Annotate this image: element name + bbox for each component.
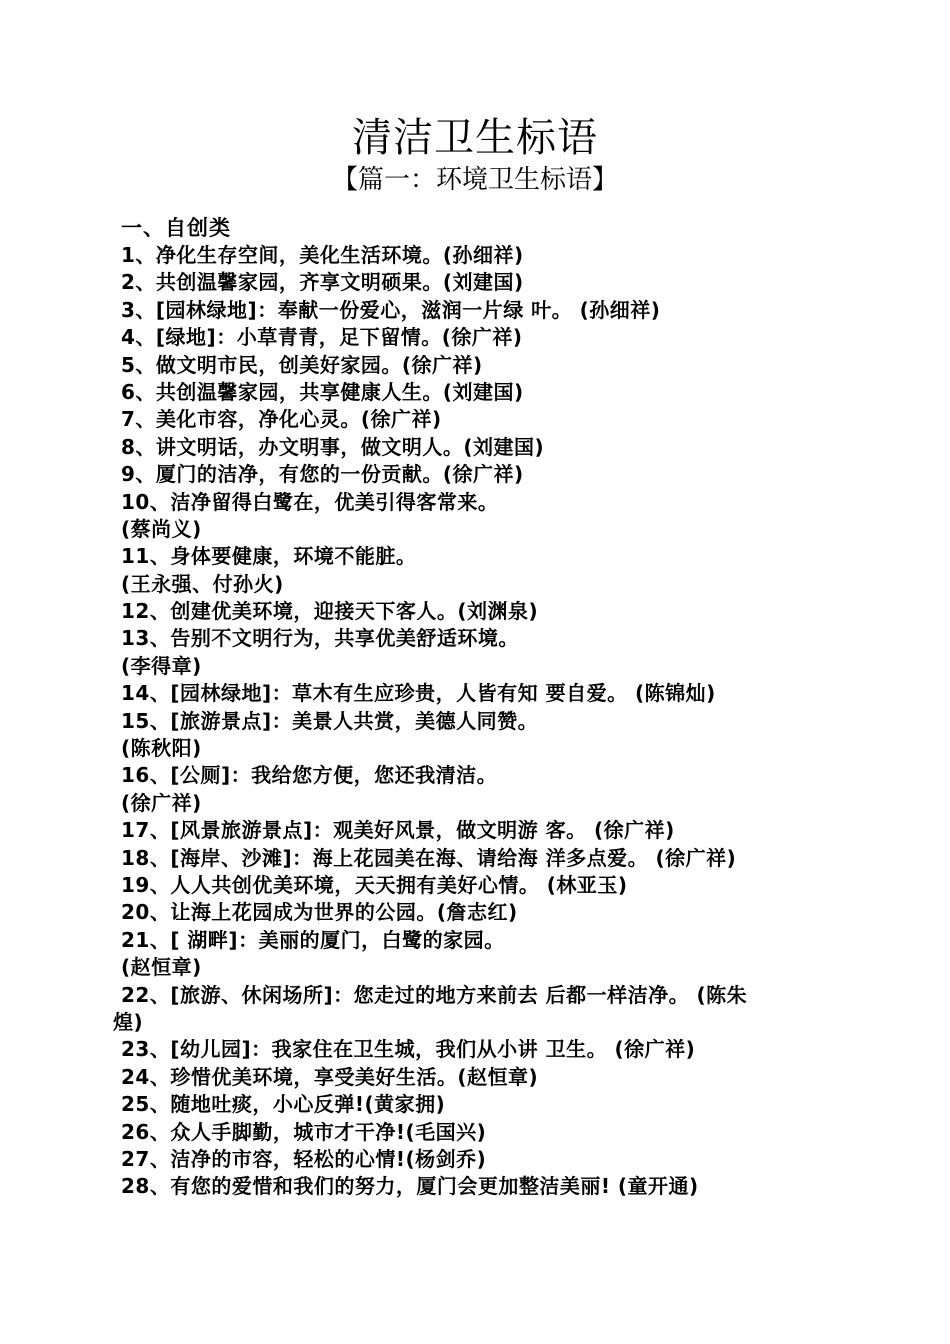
slogan-line: 25、随地吐痰，小心反弹!(黄家拥) — [121, 1092, 446, 1117]
document-title: 清洁卫生标语 — [352, 115, 598, 161]
slogan-list — [113, 242, 841, 1201]
section-heading: 一、自创类 — [121, 216, 231, 240]
slogan-line: 9、厦门的洁净，有您的一份贡献。(徐广祥) — [121, 462, 524, 487]
slogan-attribution-line: 煌) — [113, 1009, 144, 1034]
slogan-line: 21、[ 湖畔]：美丽的厦门，白鹭的家园。 — [121, 927, 505, 952]
slogan-line: 11、身体要健康，环境不能脏。 — [121, 544, 417, 569]
slogan-attribution-line: (徐广祥) — [121, 790, 202, 815]
slogan-line: 8、讲文明话，办文明事，做文明人。(刘建国) — [121, 434, 545, 459]
slogan-line: 16、[公厕]：我给您方便，您还我清洁。 — [121, 763, 498, 788]
slogan-line: 24、珍惜优美环境，享受美好生活。(赵恒章) — [121, 1064, 539, 1089]
slogan-line: 4、[绿地]：小草青青，足下留情。(徐广祥) — [121, 325, 523, 350]
slogan-attribution-line: (赵恒章) — [121, 955, 202, 980]
slogan-line: 6、共创温馨家园，共享健康人生。(刘建国) — [121, 379, 524, 404]
slogan-line: 19、人人共创优美环境，天天拥有美好心情。 (林亚玉) — [121, 872, 628, 897]
slogan-line: 17、[风景旅游景点]：观美好风景，做文明游 客。 (徐广祥) — [121, 818, 675, 843]
slogan-line: 7、美化市容，净化心灵。(徐广祥) — [121, 407, 442, 432]
slogan-line: 3、[园林绿地]：奉献一份爱心，滋润一片绿 叶。 (孙细祥) — [121, 297, 661, 322]
slogan-line: 15、[旅游景点]：美景人共赏，美德人同赞。 — [121, 708, 539, 733]
slogan-line: 10、洁净留得白鹭在，优美引得客常来。 — [121, 489, 499, 514]
slogan-line: 18、[海岸、沙滩]：海上花园美在海、请给海 洋多点爱。 (徐广祥) — [121, 845, 737, 870]
slogan-line: 14、[园林绿地]：草木有生应珍贵，人皆有知 要自爱。 (陈锦灿) — [121, 681, 716, 706]
slogan-attribution-line: (蔡尚义) — [121, 516, 202, 541]
slogan-line: 13、告别不文明行为，共享优美舒适环境。 — [121, 626, 519, 651]
slogan-line: 23、[幼儿园]：我家住在卫生城，我们从小讲 卫生。 (徐广祥) — [121, 1037, 696, 1062]
slogan-line: 26、众人手脚勤，城市才干净!(毛国兴) — [121, 1119, 487, 1144]
slogan-attribution-line: (李得章) — [121, 653, 202, 678]
slogan-line: 12、创建优美环境，迎接天下客人。(刘渊泉) — [121, 599, 539, 624]
slogan-line: 28、有您的爱惜和我们的努力，厦门会更加整洁美丽! (童开通) — [121, 1174, 699, 1199]
slogan-line: 2、共创温馨家园，齐享文明硕果。(刘建国) — [121, 270, 524, 295]
slogan-line: 20、让海上花园成为世界的公园。(詹志红) — [121, 900, 518, 925]
document-subtitle: 【篇一：环境卫生标语】 — [331, 165, 618, 195]
slogan-attribution-line: (王永强、付孙火) — [121, 571, 284, 596]
slogan-line: 1、净化生存空间，美化生活环境。(孙细祥) — [121, 243, 524, 267]
slogan-line: 22、[旅游、休闲场所]：您走过的地方来前去 后都一样洁净。 (陈朱 — [121, 982, 748, 1007]
slogan-line: 27、洁净的市容，轻松的心情!(杨剑乔) — [121, 1146, 487, 1171]
slogan-attribution-line: (陈秋阳) — [121, 736, 202, 761]
slogan-line: 5、做文明市民，创美好家园。(徐广祥) — [121, 352, 483, 377]
